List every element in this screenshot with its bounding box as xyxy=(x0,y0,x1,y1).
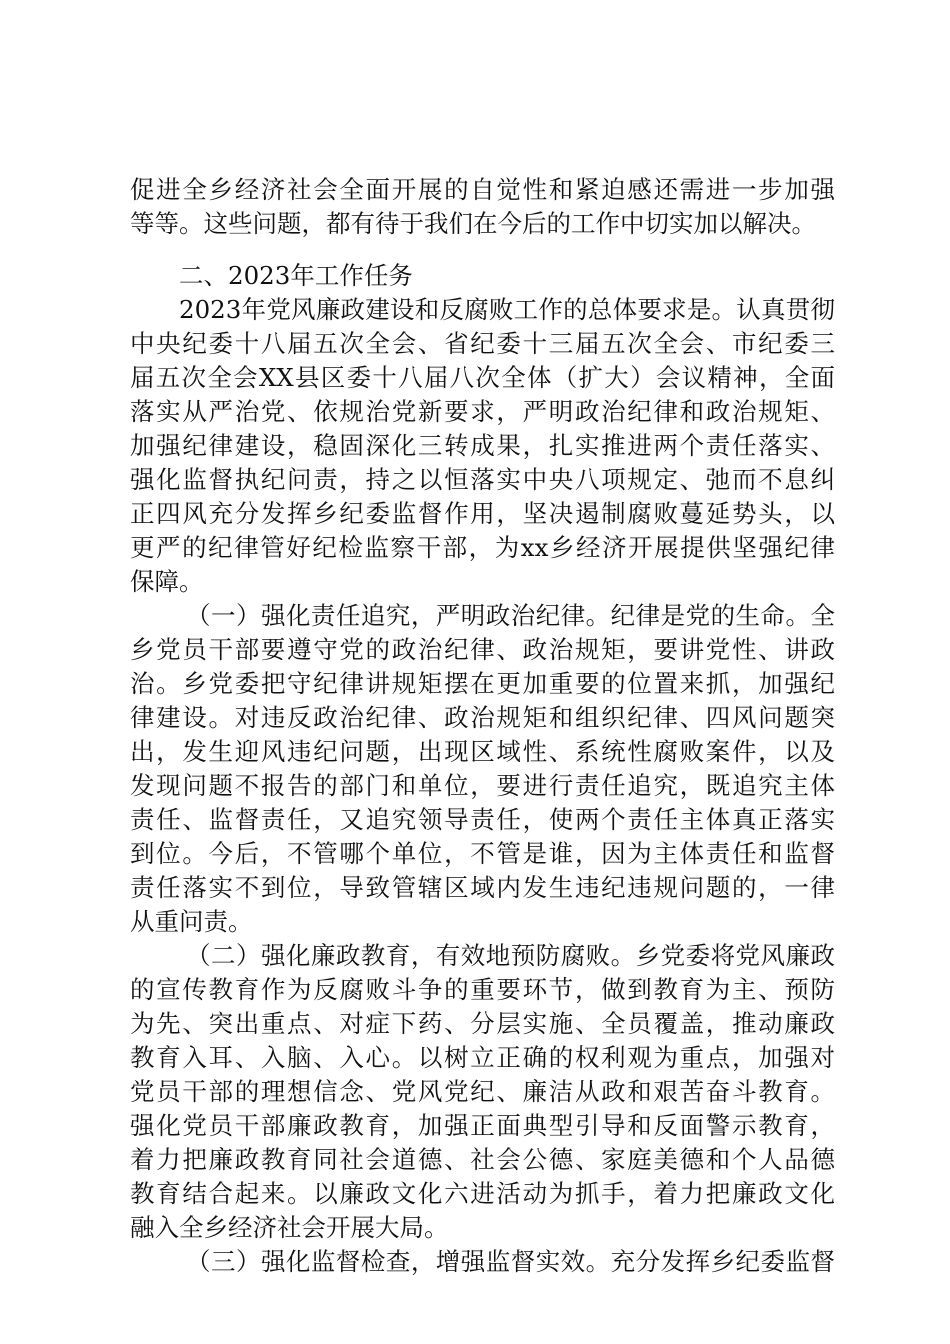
text-line: 2023年党风廉政建设和反腐败工作的总体要求是。认真贯彻 xyxy=(179,295,835,324)
text-line: 律建设。对违反政治纪律、政治规矩和组织纪律、四风问题突 xyxy=(130,703,835,732)
text-line: 到位。今后，不管哪个单位，不管是谁，因为主体责任和监督 xyxy=(130,839,835,868)
text-line: （三）强化监督检查，增强监督实效。充分发挥乡纪委监督 xyxy=(186,1247,835,1276)
text-line: 中央纪委十八届五次全会、省纪委十三届五次全会、市纪委三 xyxy=(130,329,835,358)
text-line: 融入全乡经济社会开展大局。 xyxy=(130,1213,449,1242)
section-body xyxy=(130,259,835,1279)
text-line: 出，发生迎风违纪问题，出现区域性、系统性腐败案件，以及 xyxy=(130,737,835,766)
text-line: 治。乡党委把守纪律讲规矩摆在更加重要的位置来抓，加强纪 xyxy=(130,669,835,698)
text-line: 强化监督执纪问责，持之以恒落实中央八项规定、弛而不息纠 xyxy=(130,465,835,494)
text-line: 更严的纪律管好纪检监察干部，为xx乡经济开展提供坚强纪律 xyxy=(130,533,835,562)
text-line: 加强纪律建设，稳固深化三转成果，扎实推进两个责任落实、 xyxy=(130,431,835,460)
text-line: 强化党员干部廉政教育，加强正面典型引导和反面警示教育， xyxy=(130,1111,835,1140)
section-heading: 二、2023年工作任务 xyxy=(179,261,413,290)
text-line: 教育结合起来。以廉政文化六进活动为抓手，着力把廉政文化 xyxy=(130,1179,835,1208)
text-line: 责任落实不到位，导致管辖区域内发生违纪违规问题的，一律 xyxy=(130,873,835,902)
text-line: 发现问题不报告的部门和单位，要进行责任追究，既追究主体 xyxy=(130,771,835,800)
text-line: 保障。 xyxy=(130,567,204,596)
text-line: 正四风充分发挥乡纪委监督作用，坚决遏制腐败蔓延势头，以 xyxy=(130,499,835,528)
text-line: 落实从严治党、依规治党新要求，严明政治纪律和政治规矩、 xyxy=(130,397,835,426)
text-line: 着力把廉政教育同社会道德、社会公德、家庭美德和个人品德 xyxy=(130,1145,835,1174)
text-line: 教育入耳、入脑、入心。以树立正确的权利观为重点，加强对 xyxy=(130,1043,835,1072)
text-line: 乡党员干部要遵守党的政治纪律、政治规矩，要讲党性、讲政 xyxy=(130,635,835,664)
text-line: 从重问责。 xyxy=(130,907,253,936)
text-line: 促进全乡经济社会全面开展的自觉性和紧迫感还需进一步加强 xyxy=(130,175,835,204)
text-line: 责任、监督责任，又追究领导责任，使两个责任主体真正落实 xyxy=(130,805,835,834)
text-line: 党员干部的理想信念、党风党纪、廉洁从政和艰苦奋斗教育。 xyxy=(130,1077,835,1106)
text-line: 为先、突出重点、对症下药、分层实施、全员覆盖，推动廉政 xyxy=(130,1009,835,1038)
intro-paragraph xyxy=(130,173,835,241)
text-line: （一）强化责任追究，严明政治纪律。纪律是党的生命。全 xyxy=(186,601,835,630)
text-line: （二）强化廉政教育，有效地预防腐败。乡党委将党风廉政 xyxy=(186,941,835,970)
text-line: 届五次全会XX县区委十八届八次全体（扩大）会议精神，全面 xyxy=(130,363,835,392)
text-line: 等等。这些问题，都有待于我们在今后的工作中切实加以解决。 xyxy=(130,209,816,238)
text-line: 的宣传教育作为反腐败斗争的重要环节，做到教育为主、预防 xyxy=(130,975,835,1004)
